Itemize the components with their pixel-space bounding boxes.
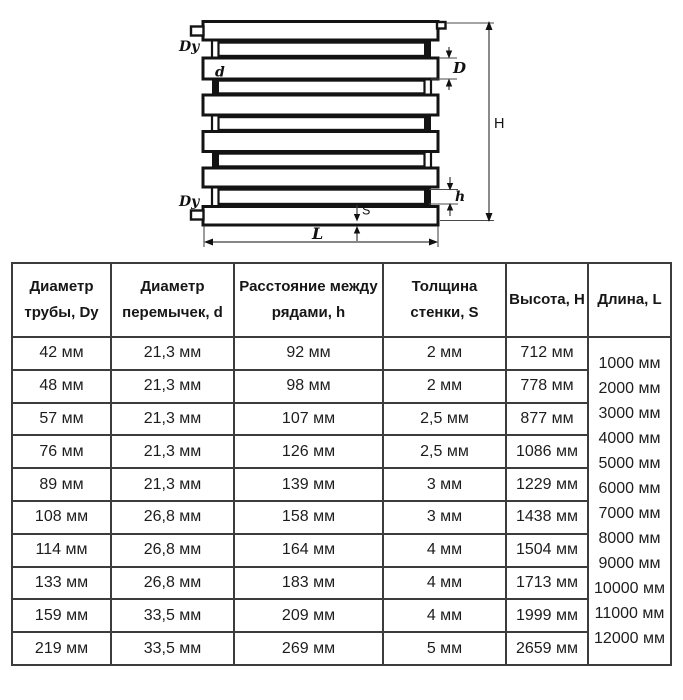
table-row	[12, 403, 671, 436]
table-row	[12, 632, 671, 665]
pipe	[203, 58, 438, 79]
table-cell: 1713 мм	[506, 567, 588, 600]
length-option: 10000 мм	[594, 579, 665, 597]
header-pipe-diameter: Диаметр трубы, Dy	[12, 263, 111, 337]
pipe	[215, 154, 427, 167]
table-cell: 98 мм	[234, 370, 383, 403]
pipe	[203, 132, 438, 152]
header-row-spacing: Расстояние между рядами, h	[234, 263, 383, 337]
table-cell: 21,3 мм	[111, 403, 234, 436]
pipe	[203, 207, 438, 226]
table-cell: 92 мм	[234, 337, 383, 370]
table-cell: 219 мм	[12, 632, 111, 665]
header-row	[12, 263, 671, 337]
label-dy-top: Dy	[179, 39, 200, 55]
table-cell: 126 мм	[234, 435, 383, 468]
pipe	[203, 168, 438, 187]
table-row	[12, 370, 671, 403]
pipe	[215, 81, 427, 94]
table-cell: 76 мм	[12, 435, 111, 468]
dimension-H	[486, 21, 493, 222]
table-cell: 139 мм	[234, 468, 383, 501]
table-cell: 209 мм	[234, 599, 383, 632]
table-cell: 1086 мм	[506, 435, 588, 468]
table-cell: 2,5 мм	[383, 435, 506, 468]
stub-top-left	[191, 27, 204, 36]
table-cell: 21,3 мм	[111, 435, 234, 468]
table-cell: 159 мм	[12, 599, 111, 632]
length-option: 12000 мм	[594, 629, 665, 647]
pipe-register-dimensions-table	[11, 262, 672, 666]
table-cell: 21,3 мм	[111, 370, 234, 403]
table-cell: 2 мм	[383, 337, 506, 370]
table-cell: 4 мм	[383, 534, 506, 567]
table-row	[12, 468, 671, 501]
label-D: D	[453, 59, 467, 77]
table-cell: 1999 мм	[506, 599, 588, 632]
label-L: L	[312, 224, 324, 243]
dimension-D	[446, 47, 452, 90]
table-row	[12, 534, 671, 567]
pipe	[215, 43, 427, 57]
table-cell: 26,8 мм	[111, 501, 234, 534]
table-row	[12, 337, 671, 370]
header-length: Длина, L	[588, 263, 671, 337]
label-h: h	[455, 189, 466, 205]
table-cell: 1229 мм	[506, 468, 588, 501]
table-cell: 2,5 мм	[383, 403, 506, 436]
table-cell: 57 мм	[12, 403, 111, 436]
table-cell: 1438 мм	[506, 501, 588, 534]
label-S: S	[362, 203, 371, 218]
length-option: 2000 мм	[598, 379, 661, 397]
table-cell: 183 мм	[234, 567, 383, 600]
table-cell: 48 мм	[12, 370, 111, 403]
pipe	[203, 22, 438, 41]
length-option: 4000 мм	[598, 429, 661, 447]
stub-bottom-left	[191, 211, 204, 220]
table-cell: 21,3 мм	[111, 468, 234, 501]
table-cell: 107 мм	[234, 403, 383, 436]
pipe	[215, 117, 427, 130]
table-cell: 33,5 мм	[111, 599, 234, 632]
pipe	[203, 95, 438, 115]
table-row	[12, 599, 671, 632]
table-cell: 269 мм	[234, 632, 383, 665]
length-option: 6000 мм	[598, 479, 661, 497]
table-row	[12, 435, 671, 468]
header-jumper-diameter: Диаметр перемычек, d	[111, 263, 234, 337]
table-cell: 108 мм	[12, 501, 111, 534]
length-option: 9000 мм	[598, 554, 661, 572]
table-cell: 3 мм	[383, 468, 506, 501]
table-cell: 114 мм	[12, 534, 111, 567]
length-options-cell	[588, 337, 671, 665]
table-cell: 26,8 мм	[111, 567, 234, 600]
table-cell: 3 мм	[383, 501, 506, 534]
length-option: 3000 мм	[598, 404, 661, 422]
label-d: d	[215, 64, 225, 81]
table-row	[12, 501, 671, 534]
table-cell: 33,5 мм	[111, 632, 234, 665]
length-option: 1000 мм	[598, 354, 661, 372]
pipe	[215, 190, 427, 205]
table-cell: 778 мм	[506, 370, 588, 403]
table-cell: 2659 мм	[506, 632, 588, 665]
header-height: Высота, H	[506, 263, 588, 337]
table-cell: 89 мм	[12, 468, 111, 501]
length-option: 11000 мм	[594, 604, 665, 622]
table-cell: 4 мм	[383, 599, 506, 632]
dimension-h	[447, 177, 453, 216]
length-option: 8000 мм	[598, 529, 661, 547]
table-cell: 164 мм	[234, 534, 383, 567]
table-cell: 42 мм	[12, 337, 111, 370]
table-row	[12, 567, 671, 600]
table-cell: 712 мм	[506, 337, 588, 370]
table-cell: 877 мм	[506, 403, 588, 436]
table-cell: 5 мм	[383, 632, 506, 665]
table-cell: 26,8 мм	[111, 534, 234, 567]
label-dy-bottom: Dy	[179, 194, 200, 210]
label-H: H	[494, 116, 505, 132]
stub-top-right	[437, 22, 446, 29]
table-cell: 1504 мм	[506, 534, 588, 567]
table-cell: 2 мм	[383, 370, 506, 403]
table-cell: 21,3 мм	[111, 337, 234, 370]
length-option: 5000 мм	[598, 454, 661, 472]
table-cell: 133 мм	[12, 567, 111, 600]
header-wall-thickness: Толщина стенки, S	[383, 263, 506, 337]
table-cell: 158 мм	[234, 501, 383, 534]
length-option: 7000 мм	[598, 504, 661, 522]
table-cell: 4 мм	[383, 567, 506, 600]
pipe-register-diagram	[0, 0, 683, 258]
